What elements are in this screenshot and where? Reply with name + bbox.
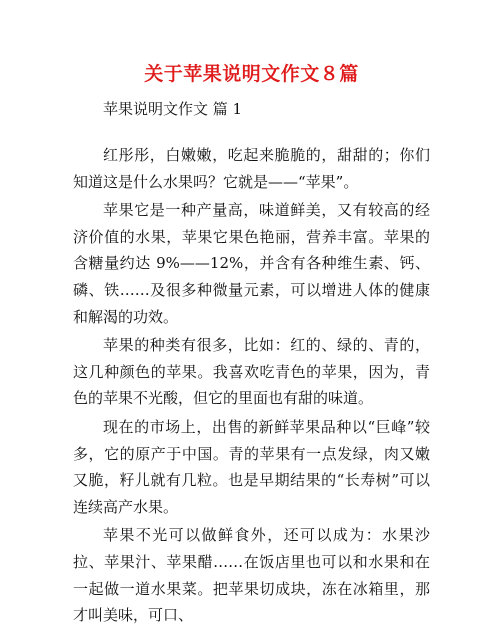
- paragraph: 现在的市场上，出售的新鲜苹果品种以“巨峰”较多，它的原产于中国。青的苹果有一点发绿，肉又嫩又脆，籽儿就有几粒。也是早期结果的“长寿树”可以连续高产水果。: [73, 417, 430, 516]
- paragraph: 红彤彤，白嫩嫩，吃起来脆脆的，甜甜的；你们知道这是什么水果吗？它就是——“苹果”。: [73, 146, 430, 191]
- paragraph: 苹果它是一种产量高，味道鲜美，又有较高的经济价值的水果，苹果它果色艳丽，营养丰富。苹果的含糖量约达 9%——12%，并含有各种维生素、钙、磷、铁……及很多种微量元素，可以增进人体的健康和解渴的功效。: [73, 201, 430, 326]
- document-title: 关于苹果说明文作文８篇: [144, 63, 359, 85]
- section-subtitle: 苹果说明文作文 篇 1: [103, 100, 243, 118]
- paragraph: 苹果不光可以做鲜食外，还可以成为：水果沙拉、苹果汁、苹果醋……在饭店里也可以和水果和在一起做一道水果菜。把苹果切成块，冻在冰箱里，那才叫美味，可口、: [73, 526, 430, 625]
- paragraph: 苹果的种类有很多，比如：红的、绿的、青的，这几种颜色的苹果。我喜欢吃青色的苹果，因为，青色的苹果不光酸，但它的里面也有甜的味道。: [73, 336, 430, 408]
